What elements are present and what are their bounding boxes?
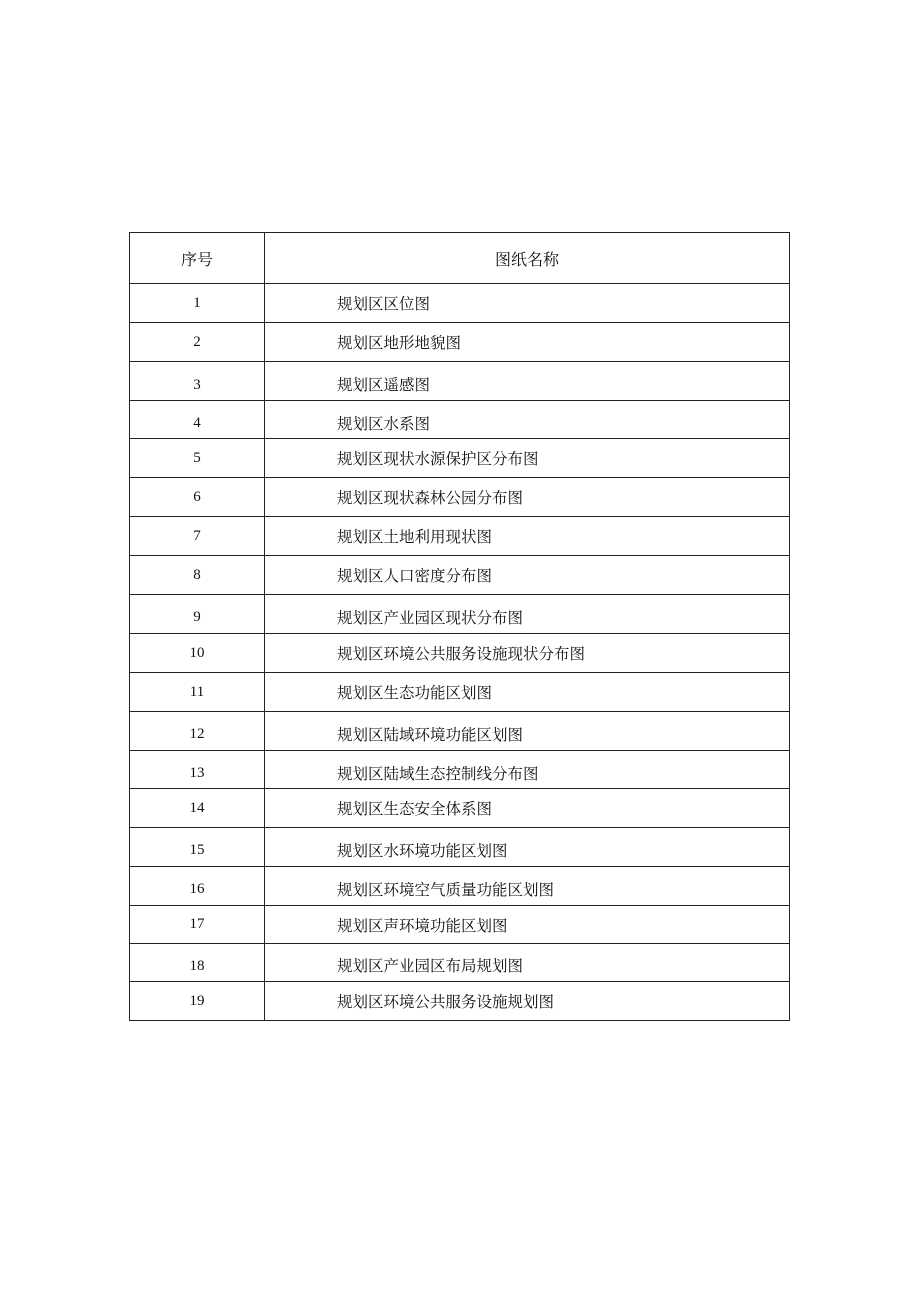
row-number: 13 [189,765,205,781]
row-number: 3 [193,376,201,393]
row-number: 17 [189,916,205,932]
row-number: 11 [189,683,205,700]
drawing-name: 规划区区位图 [337,295,431,313]
drawing-name-cell [265,517,790,556]
drawing-name: 规划区人口密度分布图 [337,567,493,585]
drawing-name-cell [265,595,790,634]
row-number-cell [130,478,265,517]
row-number: 9 [193,609,201,625]
drawing-name: 规划区水系图 [337,414,431,433]
table-row [130,556,790,595]
drawing-name-cell [265,982,790,1021]
row-number: 10 [189,644,205,661]
drawing-name: 规划区产业园区现状分布图 [337,608,524,627]
drawing-name-cell [265,439,790,478]
drawing-name-cell [265,362,790,401]
drawing-name: 规划区土地利用现状图 [337,528,493,546]
drawing-name-cell [265,867,790,906]
drawing-name: 规划区现状森林公园分布图 [337,489,524,507]
table-row [130,634,790,673]
row-number-cell [130,751,265,789]
row-number: 15 [189,842,205,858]
drawing-name-cell [265,828,790,867]
drawing-name-cell [265,712,790,751]
drawing-name: 规划区遥感图 [337,376,431,394]
row-number-cell [130,673,265,712]
drawing-name: 规划区水环境功能区划图 [337,841,508,860]
drawing-name: 规划区环境公共服务设施规划图 [337,993,555,1011]
table-row [130,867,790,906]
table-row [130,751,790,789]
table-row [130,401,790,439]
table-row [130,284,790,323]
row-number: 16 [189,881,205,897]
drawing-name: 规划区产业园区布局规划图 [337,957,524,975]
row-number-cell [130,712,265,751]
table-row [130,982,790,1021]
table-row [130,944,790,982]
table-row [130,673,790,712]
table-row [130,712,790,751]
row-number-cell [130,789,265,828]
row-number-cell [130,401,265,439]
drawing-name-cell [265,284,790,323]
drawing-name: 规划区地形地貌图 [337,334,462,352]
row-number-cell [130,944,265,982]
row-number: 18 [189,957,205,974]
table-row [130,478,790,517]
row-number-cell [130,323,265,362]
table-row [130,362,790,401]
column-header-number: 序号 [130,233,265,284]
table-row [130,517,790,556]
row-number-cell [130,517,265,556]
table-row [130,906,790,944]
drawing-name: 规划区生态功能区划图 [337,684,493,702]
drawing-list-table [129,232,790,1021]
drawing-name-cell [265,789,790,828]
drawing-name-cell [265,906,790,944]
row-number-cell [130,439,265,478]
row-number-cell [130,595,265,634]
drawing-name-cell [265,944,790,982]
row-number-cell [130,362,265,401]
table-row [130,828,790,867]
drawing-name: 规划区陆域生态控制线分布图 [337,764,539,783]
drawing-name: 规划区环境空气质量功能区划图 [337,880,555,899]
drawing-name-cell [265,401,790,439]
row-number: 4 [193,415,201,431]
drawing-name-cell [265,673,790,712]
drawing-name-cell [265,634,790,673]
row-number: 14 [189,799,205,816]
drawing-name-cell [265,323,790,362]
row-number-cell [130,982,265,1021]
drawing-name: 规划区生态安全体系图 [337,800,493,818]
table-row [130,789,790,828]
row-number-cell [130,556,265,595]
row-number: 6 [193,488,201,505]
drawing-name: 规划区环境公共服务设施现状分布图 [337,645,586,663]
table-row [130,439,790,478]
row-number: 5 [193,449,201,466]
row-number: 7 [193,527,201,544]
drawing-name-cell [265,478,790,517]
column-header-drawing-name: 图纸名称 [265,233,790,284]
drawing-name: 规划区现状水源保护区分布图 [337,450,539,468]
row-number-cell [130,867,265,906]
drawing-name: 规划区声环境功能区划图 [337,916,508,935]
row-number: 2 [193,333,201,350]
row-number: 1 [193,294,201,311]
drawing-name-cell [265,556,790,595]
row-number: 12 [189,726,205,742]
row-number-cell [130,634,265,673]
row-number-cell [130,906,265,944]
drawing-name: 规划区陆域环境功能区划图 [337,725,524,744]
table-header-row [130,233,790,284]
table-row [130,595,790,634]
table-row [130,323,790,362]
row-number: 8 [193,566,201,583]
row-number-cell [130,284,265,323]
row-number-cell [130,828,265,867]
drawing-name-cell [265,751,790,789]
row-number: 19 [189,992,205,1009]
